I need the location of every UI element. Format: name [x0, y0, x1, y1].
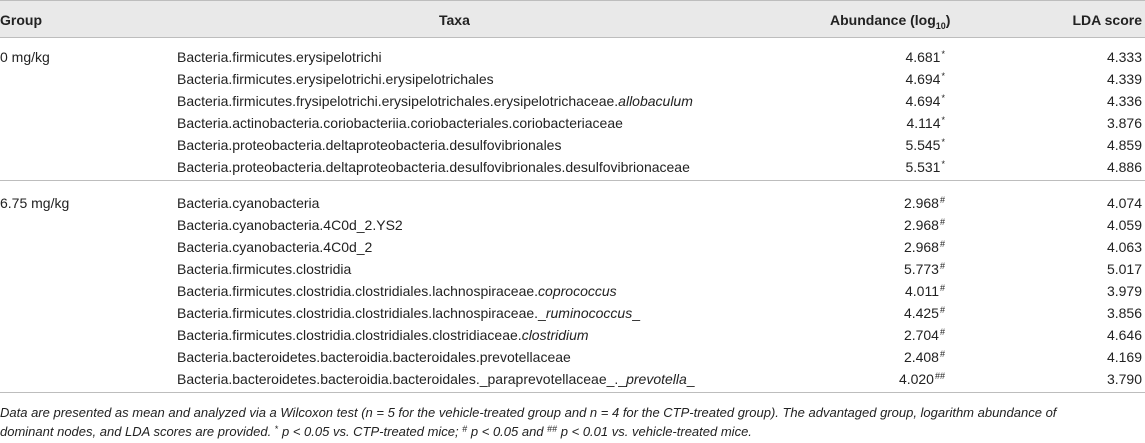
- table-row: [0, 112, 1145, 134]
- group-cell: 6.75 mg/kg: [0, 195, 70, 211]
- table-row: [0, 90, 1145, 112]
- table-row: [0, 46, 1145, 68]
- lda-cell: 4.333: [1106, 49, 1142, 65]
- header-group: Group: [0, 12, 42, 28]
- taxa-cell: Bacteria.firmicutes.frysipelotrichi.erysipelotrichales.erysipelotrichaceae.allobaculum: [177, 93, 693, 109]
- lda-cell: 4.646: [1106, 327, 1142, 343]
- taxa-cell: Bacteria.firmicutes.erysipelotrichi: [177, 49, 382, 65]
- abundance-cell: 5.773#: [903, 261, 945, 277]
- group-cell: 0 mg/kg: [0, 49, 50, 65]
- taxa-cell: Bacteria.firmicutes.erysipelotrichi.erysipelotrichales: [177, 71, 494, 87]
- table-row: [0, 156, 1145, 178]
- lda-cell: 4.336: [1106, 93, 1142, 109]
- abundance-cell: 4.011#: [904, 283, 945, 299]
- taxa-cell: Bacteria.proteobacteria.deltaproteobacteria.desulfovibrionales.desulfovibrionaceae: [177, 159, 690, 175]
- lda-cell: 3.979: [1106, 283, 1142, 299]
- group-divider: [0, 180, 1145, 181]
- header-abundance: Abundance $(\log_{10})$: [830, 12, 951, 31]
- abundance-cell: 4.114*: [906, 115, 945, 131]
- abundance-cell: 2.968#: [903, 239, 945, 255]
- lda-cell: 4.886: [1106, 159, 1142, 175]
- taxa-cell: Bacteria.actinobacteria.coriobacteriia.coriobacteriales.coriobacteriaceae: [177, 115, 623, 131]
- table-header: [0, 0, 1145, 38]
- lda-cell: 4.063: [1106, 239, 1142, 255]
- abundance-cell: 5.531*: [905, 159, 945, 175]
- lda-cell: 4.059: [1106, 217, 1142, 233]
- lda-cell: 4.339: [1106, 71, 1142, 87]
- taxa-cell: Bacteria.proteobacteria.deltaproteobacteria.desulfovibrionales: [177, 137, 562, 153]
- table-row: [0, 192, 1145, 214]
- lda-cell: 3.790: [1106, 371, 1142, 387]
- lda-cell: 5.017: [1106, 261, 1142, 277]
- table-row: [0, 258, 1145, 280]
- table-row: [0, 302, 1145, 324]
- taxa-cell: Bacteria.firmicutes.clostridia: [177, 261, 352, 277]
- abundance-cell: 2.408#: [903, 349, 945, 365]
- taxa-cell: Bacteria.bacteroidetes.bacteroidia.bacteroidales._paraprevotellaceae_._prevotella_: [177, 371, 695, 387]
- taxa-cell: Bacteria.firmicutes.clostridia.clostridiales.clostridiaceae.clostridium: [177, 327, 589, 343]
- table-row: [0, 134, 1145, 156]
- taxa-cell: Bacteria.firmicutes.clostridia.clostridiales.lachnospiraceae.coprococcus: [177, 283, 617, 299]
- taxa-cell: Bacteria.firmicutes.clostridia.clostridiales.lachnospiraceae._ruminococcus_: [177, 305, 640, 321]
- table-row: [0, 368, 1145, 390]
- lda-cell: 4.859: [1106, 137, 1142, 153]
- footnote-line-2: dominant nodes, and LDA scores are provided. * p < 0.05 vs. CTP-treated mice; # p < 0.05 and ## p < 0.01 vs. vehicle-treated mice.: [0, 424, 752, 439]
- taxa-cell: Bacteria.cyanobacteria.4C0d_2.YS2: [177, 217, 403, 233]
- taxa-cell: Bacteria.bacteroidetes.bacteroidia.bacteroidales.prevotellaceae: [177, 349, 571, 365]
- abundance-cell: 2.704#: [903, 327, 945, 343]
- header-taxa: Taxa: [439, 12, 470, 28]
- header-lda-score: LDA score: [1072, 12, 1142, 28]
- table-row: [0, 68, 1145, 90]
- table-row: [0, 324, 1145, 346]
- lda-cell: 3.876: [1106, 115, 1142, 131]
- lda-cell: 4.169: [1106, 349, 1142, 365]
- table-row: [0, 236, 1145, 258]
- taxa-cell: Bacteria.cyanobacteria: [177, 195, 320, 211]
- abundance-cell: 4.681*: [905, 49, 945, 65]
- table-bottom-rule: [0, 392, 1145, 393]
- abundance-cell: 4.694*: [905, 71, 945, 87]
- abundance-cell: 4.020##: [898, 371, 945, 387]
- table-footnote: [0, 403, 1145, 443]
- footnote-line-1: Data are presented as mean and analyzed via a Wilcoxon test (n = 5 for the vehicle-treated group and n = 4 for the CTP-treated group). The advantaged group, logarithm abundance of: [0, 405, 1057, 420]
- abundance-cell: 2.968#: [903, 217, 945, 233]
- abundance-cell: 5.545*: [905, 137, 945, 153]
- taxa-cell: Bacteria.cyanobacteria.4C0d_2: [177, 239, 373, 255]
- abundance-cell: 4.425#: [903, 305, 945, 321]
- lda-cell: 4.074: [1106, 195, 1142, 211]
- lda-cell: 3.856: [1106, 305, 1142, 321]
- abundance-cell: 2.968#: [903, 195, 945, 211]
- table-row: [0, 280, 1145, 302]
- table-row: [0, 346, 1145, 368]
- table-row: [0, 214, 1145, 236]
- abundance-cell: 4.694*: [905, 93, 945, 109]
